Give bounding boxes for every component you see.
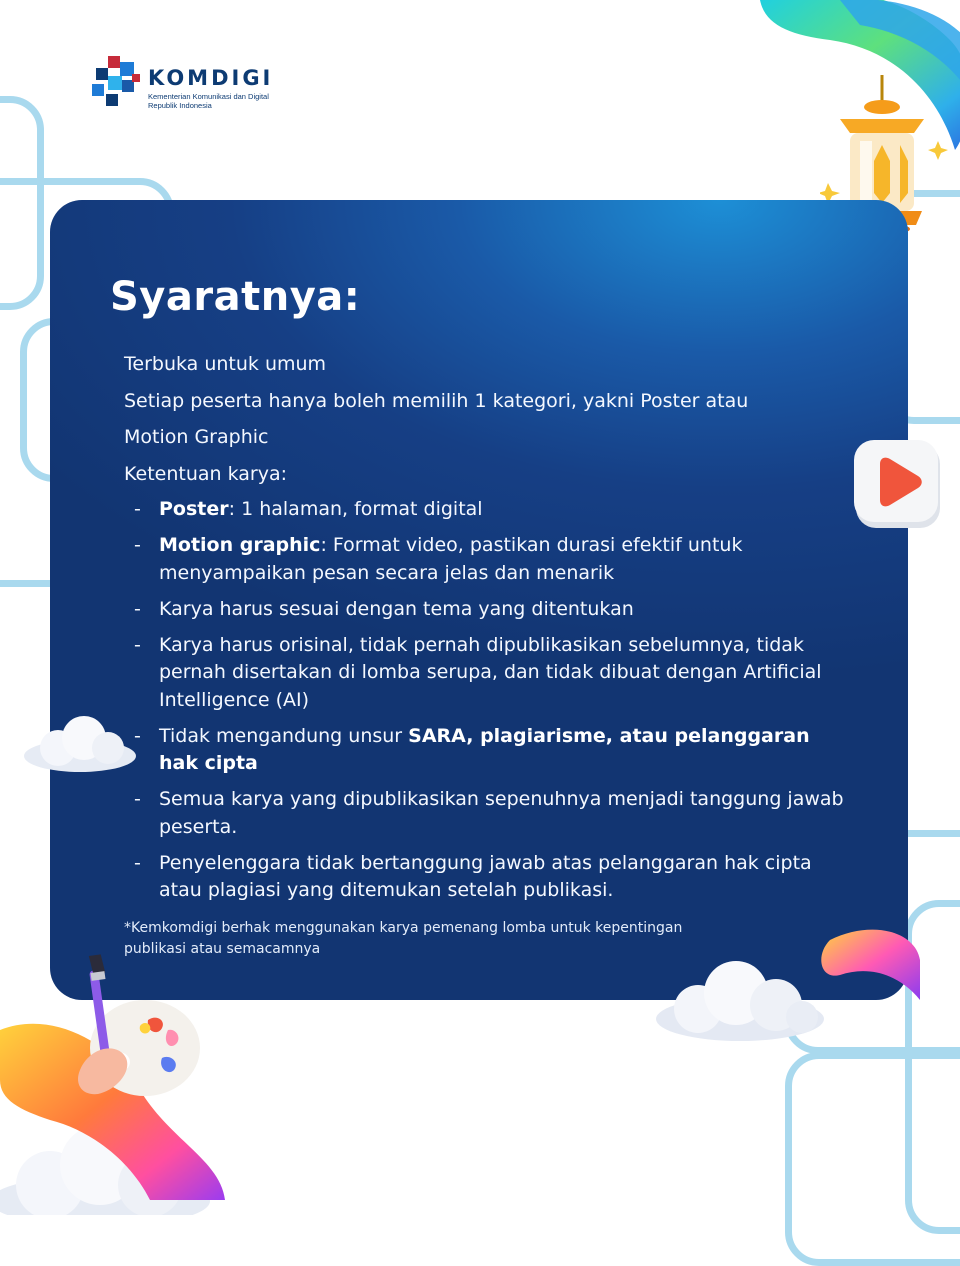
dash-bullet: - — [134, 534, 141, 556]
rule-item-bold: SARA, plagiarisme, atau pelanggaran hak cipta — [159, 724, 810, 774]
footnote: *Kemkomdigi berhak menggunakan karya pemenang lomba untuk kepentingan publikasi atau semacamnya — [124, 920, 683, 957]
rule-item-text: Karya harus sesuai dengan tema yang ditentukan — [159, 597, 634, 620]
dash-bullet: - — [134, 633, 141, 656]
brand-subtitle: Kementerian Komunikasi dan Digital Republik Indonesia — [148, 92, 269, 110]
rule-item-text: Semua karya yang dipublikasikan sepenuhnya menjadi tanggung jawab peserta. — [159, 788, 844, 838]
requirement-line-category-cont: Motion Graphic — [124, 426, 269, 448]
rule-item-motion-graphic — [134, 532, 844, 587]
rule-item-text: Karya harus orisinal, tidak pernah dipublikasikan sebelumnya, tidak pernah disertakan di lomba serupa, dan tidak dibuat dengan Artificial Intelligence (AI) — [159, 633, 822, 711]
work-rules-list — [124, 496, 844, 905]
requirement-line-rules-heading: Ketentuan karya: — [124, 462, 288, 485]
rule-item-bold: Motion graphic — [159, 534, 321, 556]
rule-item-organizer — [134, 850, 844, 905]
dash-bullet: - — [134, 498, 141, 520]
rule-item-text: : 1 halaman, format digital — [228, 498, 483, 520]
brand-name: KOMDIGI — [148, 66, 274, 90]
paint-palette-icon — [60, 950, 210, 1120]
rule-item-text: : Format video, pastikan durasi efektif untuk menyampaikan pesan secara jelas dan menarik — [159, 534, 743, 584]
rule-item-poster — [134, 496, 844, 524]
requirement-line-open: Terbuka untuk umum — [124, 353, 327, 375]
rule-item-text: Penyelenggara tidak bertanggung jawab atas pelanggaran hak cipta atau plagiasi yang ditemukan setelah publikasi. — [159, 851, 812, 901]
requirements-list — [124, 346, 844, 913]
requirements-card — [50, 200, 908, 1000]
rule-item-bold: Poster — [159, 498, 229, 520]
komdigi-logo-mark-icon — [88, 56, 142, 110]
requirement-line-category: Setiap peserta hanya boleh memilih 1 kategori, yakni Poster atau — [124, 389, 749, 412]
rule-item-original — [134, 632, 844, 715]
rule-item-theme — [134, 596, 844, 624]
dash-bullet: - — [134, 788, 141, 810]
swirl-decoration-right — [800, 920, 920, 1010]
play-button-icon — [852, 440, 944, 532]
card-title: Syaratnya: — [110, 274, 361, 320]
cloud-icon-left — [20, 712, 140, 774]
dash-bullet: - — [134, 851, 141, 874]
dash-bullet: - — [134, 724, 141, 747]
dash-bullet: - — [134, 597, 141, 620]
komdigi-logo — [88, 52, 288, 112]
rule-item-responsibility — [134, 786, 844, 841]
rule-item-sara — [134, 723, 844, 778]
rule-item-text: Tidak mengandung unsur — [159, 724, 409, 747]
